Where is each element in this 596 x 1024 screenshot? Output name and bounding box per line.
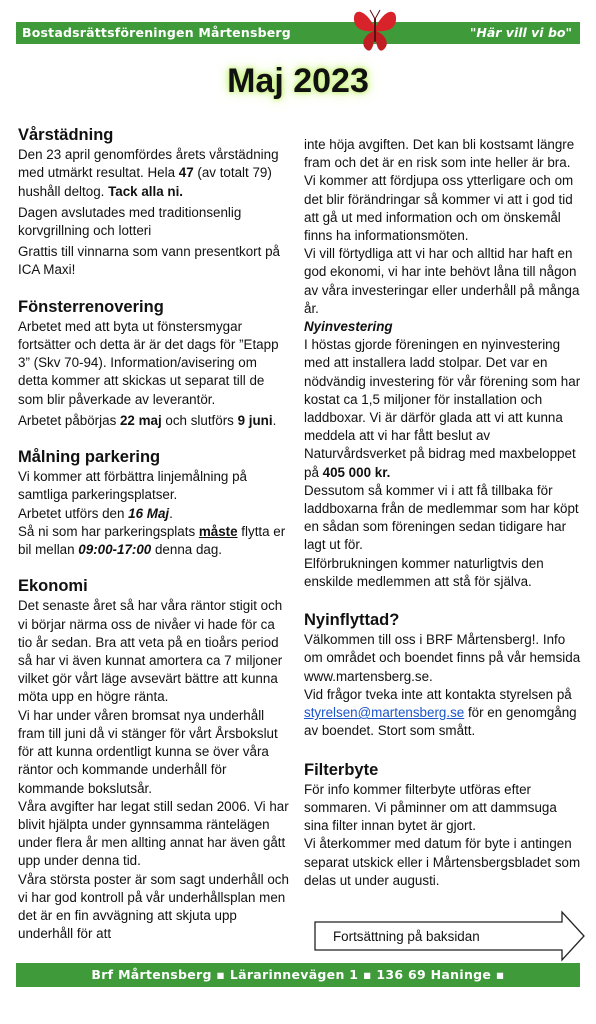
slogan: "Här vill vi bo" — [469, 25, 572, 40]
continue-label: Fortsättning på baksidan — [333, 929, 480, 944]
left-column — [18, 126, 290, 943]
ekonomi-cont-3: Vi vill förtydliga att vi har och alltid har haft en god ekonomi, vi har inte behövt låna till någon av våra investeringar eller underhåll på många år. — [304, 246, 580, 316]
malning-text-3: Så ni som har parkeringsplats måste flytta er bil mellan 09:00-17:00 denna dag. — [18, 523, 286, 558]
heading-nyinflyttad: Nyinflyttad? — [304, 611, 400, 630]
ekonomi-cont-5: Dessutom så kommer vi i att få tillbaka för laddboxarna från de medlemmar som har köpt en sådan som föreningen sedan tidigare har lagt ut för. — [304, 482, 579, 553]
ekonomi-text-1: Det senaste året så har våra räntor stigit och vi börjar närma oss de nivåer vi hade för ca tio år sedan. Bra att veta på en tioårs period så har vi även kunnat amortera ca 7 miljoner vilket gör vårt läge avsevärt bättre att kunna möta upp en högre ränta. — [18, 598, 283, 705]
page-title: Maj 2023 — [227, 62, 369, 100]
ekonomi-text-2: Vi har under våren bromsat nya underhåll fram till juni då vi stänger för vårt Årsbokslut för att kunna ordentligt kunna se över våra räntor och kommande underhåll för kommande bokslutsår. — [18, 707, 278, 796]
footer-bar: Brf Mårtensberg ▪ Lärarinnevägen 1 ▪ 136 69 Haninge ▪ www.martensberg.se — [16, 963, 580, 987]
varstadning-text-3: Grattis till vinnarna som vann presentkort på ICA Maxi! — [18, 244, 280, 278]
nyinflyttad-text-1: Välkommen till oss i BRF Mårtensberg!. Info om området och boendet finns på vår hemsida www.martensberg.se. — [304, 632, 581, 684]
butterfly-icon — [351, 4, 399, 54]
ekonomi-text-4: Våra största poster är som sagt underhåll och vi har god kontroll på vår underhållsplan men det är en fin avvägning att skjuta upp underhåll för att — [18, 871, 289, 942]
malning-text-2: Arbetet utförs den 16 Maj. — [18, 505, 173, 521]
varstadning-text-2: Dagen avslutades med traditionsenlig korvgrillning och lotteri — [18, 204, 242, 239]
association-name: Bostadsrättsföreningen Mårtensberg — [22, 25, 291, 40]
filterbyte-text-2: Vi återkommer med datum för byte i antingen separat utskick eller i Mårtensbergsbladet som delas ut under augusti. — [304, 836, 581, 888]
heading-filterbyte: Filterbyte — [304, 760, 379, 779]
filterbyte-text-1: För info kommer filterbyte utföras efter sommaren. Vi påminner om att dammsuga sina filter innan bytet är gjort. — [304, 781, 557, 834]
header-bar — [16, 22, 580, 44]
ekonomi-cont-6: Elförbrukningen kommer naturligtvis den enskilde medlemmen att stå för själva. — [304, 555, 544, 589]
ekonomi-cont-4: I höstas gjorde föreningen en nyinvestering med att installera ladd stolpar. Det var en nödvändig investering för vår förening som har kostat ca 1,5 miljoner för installation och laddboxar. Vi är därför glada att vi att kunna meddela att vi har fått beslut av Naturvårdsverket på bidrag med maxbeloppet på 405 000 kr. — [304, 337, 581, 480]
fonster-text-2: Arbetet påbörjas 22 maj och slutförs 9 juni. — [18, 412, 277, 428]
email-link[interactable]: styrelsen@martensberg.se — [304, 705, 465, 721]
ekonomi-text-3: Våra avgifter har legat still sedan 2006. Vi har blivit hjälpta under gynnsamma räntelägen under flera år men allting annat har även gått upp under denna tid. — [18, 798, 289, 869]
heading-malning: Målning parkering — [18, 448, 161, 467]
heading-ekonomi: Ekonomi — [18, 577, 88, 596]
heading-fonster: Fönsterrenovering — [18, 297, 164, 316]
ekonomi-cont-2: Vi kommer att fördjupa oss ytterligare och om det blir förändringar så kommer vi att i god tid att gå ut med information och om önskemål finns ha informationsmöten. — [304, 173, 574, 244]
right-column — [304, 136, 582, 890]
subheading-nyinvestering: Nyinvestering — [304, 319, 393, 335]
nyinflyttad-text-2: Vid frågor tveka inte att kontakta styrelsen på styrelsen@martensberg.se för en genomgång av boendet. Stort som smått. — [304, 686, 577, 739]
malning-text-1: Vi kommer att förbättra linjemålning på samtliga parkeringsplatser. — [18, 469, 247, 503]
ekonomi-cont-1: inte höja avgiften. Det kan bli kostsamt längre fram och det är en risk som inte heller är bra. — [304, 137, 575, 171]
heading-varstadning: Vårstädning — [18, 126, 114, 144]
fonster-text-1: Arbetet med att byta ut fönstersmygar fortsätter och detta är är det dags för ”Etapp 3” (Skv 70-94). Information/avisering om detta kommer att skickas ut separat till de som blir påverkade av leverantör. — [18, 318, 279, 407]
varstadning-text-1: Den 23 april genomfördes årets vårstädning med utmärkt resultat. Hela 47 (av totalt 79) hushåll deltog. Tack alla ni. — [18, 147, 279, 199]
